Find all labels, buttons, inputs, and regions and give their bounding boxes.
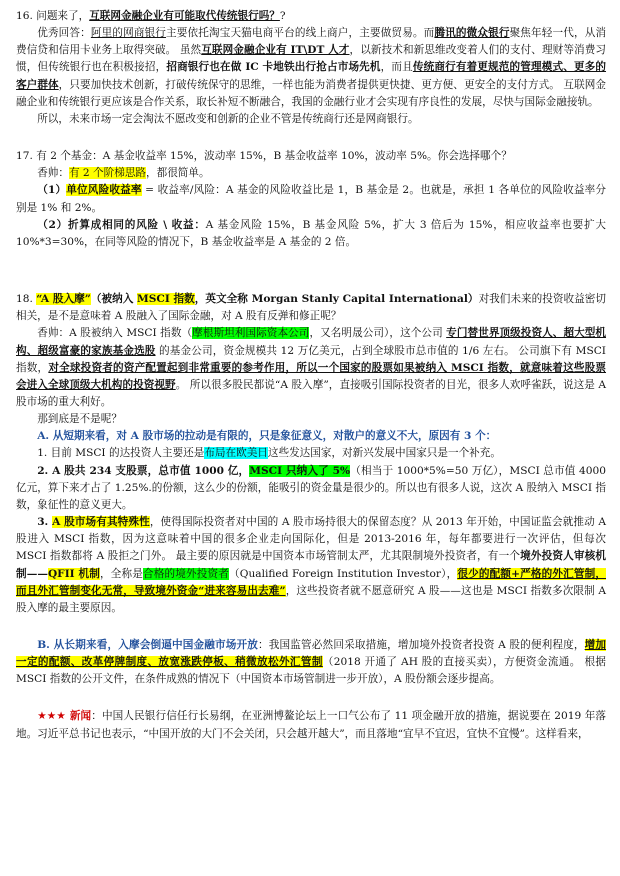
text-run: 主要依托淘宝天猫电商平台的线上商户，主要做贸易。而 xyxy=(166,27,435,40)
q18-ask: 那到底是不是呢？ xyxy=(37,413,122,426)
text-run: 。 所以很多股民都说“A 股入摩”，直接吸引国际投资者的目光，很多人欢呼雀跃，说这是 A 股市场的重大利好。 xyxy=(16,378,607,408)
text-run: ，又名明晟公司），这个公司 xyxy=(309,327,447,340)
text-run: 3. xyxy=(37,516,53,529)
text-run: 合格的境外投资者 xyxy=(142,567,230,580)
q18-point-b xyxy=(16,637,606,688)
text-run: ，这些投资者就不愿意研究 A 股——这也是 MSCI 指数多次限制 A 股入摩的最主要原因。 xyxy=(16,584,607,614)
text-run: B. 从长期来看，入摩会倒逼中国金融市场开放 xyxy=(37,639,259,651)
text-run: 很少的配额+严格的外汇管制，而且外汇管制变化无常，导致境外资金“进来容易出去难” xyxy=(16,567,606,597)
q18-answer xyxy=(16,325,606,411)
text-run: 招商银行也在做 IC 卡地铁出行抢占市场先机 xyxy=(166,61,381,74)
text-run: ，以新技术和新思维改变着人们的支付、理财等消费习惯，但传统银行也在积极接招， xyxy=(16,44,606,74)
q16-question: 16. 问题来了，互联网金融企业有可能取代传统银行吗？? xyxy=(16,10,286,22)
text-run: 阿里的网商银行 xyxy=(90,27,167,40)
text-run: ，全称是 xyxy=(99,567,143,580)
text-run: ：我国监管必然回采取措施，增加境外投资者投资 A 股的便利程度， xyxy=(258,639,585,651)
text-run: 摩根斯坦利国际资本公司 xyxy=(192,327,310,340)
text-run: 专门替世界顶级投资人、超大型机构、超级富豪的家族基金选股 xyxy=(16,327,607,357)
text-run: 境外投资人审核机制—— xyxy=(16,550,607,580)
text-run: 腾讯的微众银行 xyxy=(434,27,510,40)
text-run: 的基金公司，资金规模共 12 万亿美元，占到全球股市总市值的 1/6 左右。 公司旗下有 MSCI 指数， xyxy=(16,344,606,374)
star-icons: ★★★ xyxy=(37,710,67,723)
q18-point-a3 xyxy=(16,514,606,617)
q18-news: ★★★ 新闻：中国人民银行信任行长易纲，在亚洲博鳌论坛上一口气公布了 11 项金融开放的措施，据说要在 2019 年落地。习近平总书记也表示，“中国开放的大门不会关闭，只会越开越大”，而且落地“宜早不宜迟，宜快不宜慢”。这样看来， xyxy=(16,710,606,740)
q17-question: 17. 有 2 个基金：A 基金收益率 15%，波动率 15%，B 基金收益率 10%，波动率 5%。你会选择哪个？ xyxy=(16,150,512,163)
text-run: 优秀回答： xyxy=(37,27,91,40)
q16-conclusion: 所以，未来市场一定会淘汰不愿改变和创新的企业不管是传统商行还是网商银行。 xyxy=(37,112,419,125)
text-run: 增加一定的配额、改革停牌制度、放宽涨跌停板、稍微放松外汇管制 xyxy=(16,639,606,669)
q18-point-a: A. 从短期来看，对 A 股市场的拉动是有限的，只是象征意义，对散户的意义不大，原因有 3 个： xyxy=(37,430,497,443)
text-run: 传统商行有着更规范的管理模式、更多的客户群体 xyxy=(16,61,607,91)
text-run: ，只要加快技术创新，打破传统保守的思维，一样也能为消费者提供更快捷、更方便、更安全的支付方式。 互联网金融企业和传统银行更应该是合作关系，取长补短不断融合，我国的金融行业才会实现有序良性的发展，尽快与国际金融接轨。 xyxy=(16,78,606,108)
q18-question: 18. “A 股入摩”（被纳入 MSCI 指数，英文全称 Morgan Stanly Capital International）对我们未来的投资收益密切相关，是不是意味着 A 股融入了国际金融，对 A 股有反弹和修正呢？ xyxy=(16,293,606,323)
text-run: A 股市场有其特殊性 xyxy=(52,516,150,529)
q17-item-2: （2）折算成相同的风险 \ 收益：A 基金风险 15%，B 基金风险 5%，扩大 3 倍后为 15%，相应收益率也要扩大 10%*3=30%，在同等风险的情况下，B 基金收益率是 A 基金的 2 倍。 xyxy=(16,218,606,248)
q18-point-a2: 2. A 股共 234 支股票，总市值 1000 亿，MSCI 只纳入了 5%（相当于 1000*5%=50 万亿），MSCI 总市值 4000 亿元，算下来才占了 1.25%.的份额，这么少的份额，能吸引的资金量是很少的。所以也有很多人说，这次 A 股纳入 MSCI 指数，象征性的意义更大。 xyxy=(16,464,606,511)
text-run: 对全球投资者的资产配置起到非常重要的参考作用，所以一个国家的股票如果被纳入 MSCI 指数，就意味着这些股票会进入全球顶级大机构的投资视野 xyxy=(16,361,607,391)
text-run: （Qualified Foreign Institution Investor）， xyxy=(229,567,458,580)
text-run: QFII 机制 xyxy=(47,567,100,580)
text-run: 香帅：A 股被纳入 MSCI 指数（ xyxy=(37,327,193,340)
q18-point-a1: 1. 目前 MSCI 的达投资人主要还是布局在欧美日这些发达国家，对新兴发展中国家只是一个补充。 xyxy=(37,447,501,460)
text-run: 互联网金融企业有 IT\DT 人才 xyxy=(201,44,350,57)
q17-answer: 香帅：有 2 个阶梯思路，都很简单。 xyxy=(37,167,210,180)
text-run: （2018 开通了 AH 股的直接买卖），方便资金流通。 根据 MSCI 指数的公开文件，在条件成熟的情况下（中国资本市场管制进一步开放），A 股份额会逐步提高。 xyxy=(16,656,606,686)
text-run: 聚焦年轻一代，从消费信贷和信用卡业务上取得突破。 虽然 xyxy=(16,27,607,57)
text-run: ，使得国际投资者对中国的 A 股市场持很大的保留态度？从 2013 年开始，中国证监会就推动 A 股进入 MSCI 指数，因为这意味着中国的很多企业走向国际化，但是 2013-2016 年，每年都要进行一次评估，但每次 MSCI 指数都将 A 股拒之门外。 最主要的原因就是中国资本市场管制太严，尤其限制境外投资者，有一个 xyxy=(16,516,606,563)
q16-answer xyxy=(16,25,606,111)
text-run: ，而且 xyxy=(380,61,413,74)
q17-item-1: （1）单位风险收益率 = 收益率/风险：A 基金的风险收益比是 1，B 基金是 2。也就是，承担 1 各单位的风险收益率分别是 1% 和 2%。 xyxy=(16,184,606,214)
